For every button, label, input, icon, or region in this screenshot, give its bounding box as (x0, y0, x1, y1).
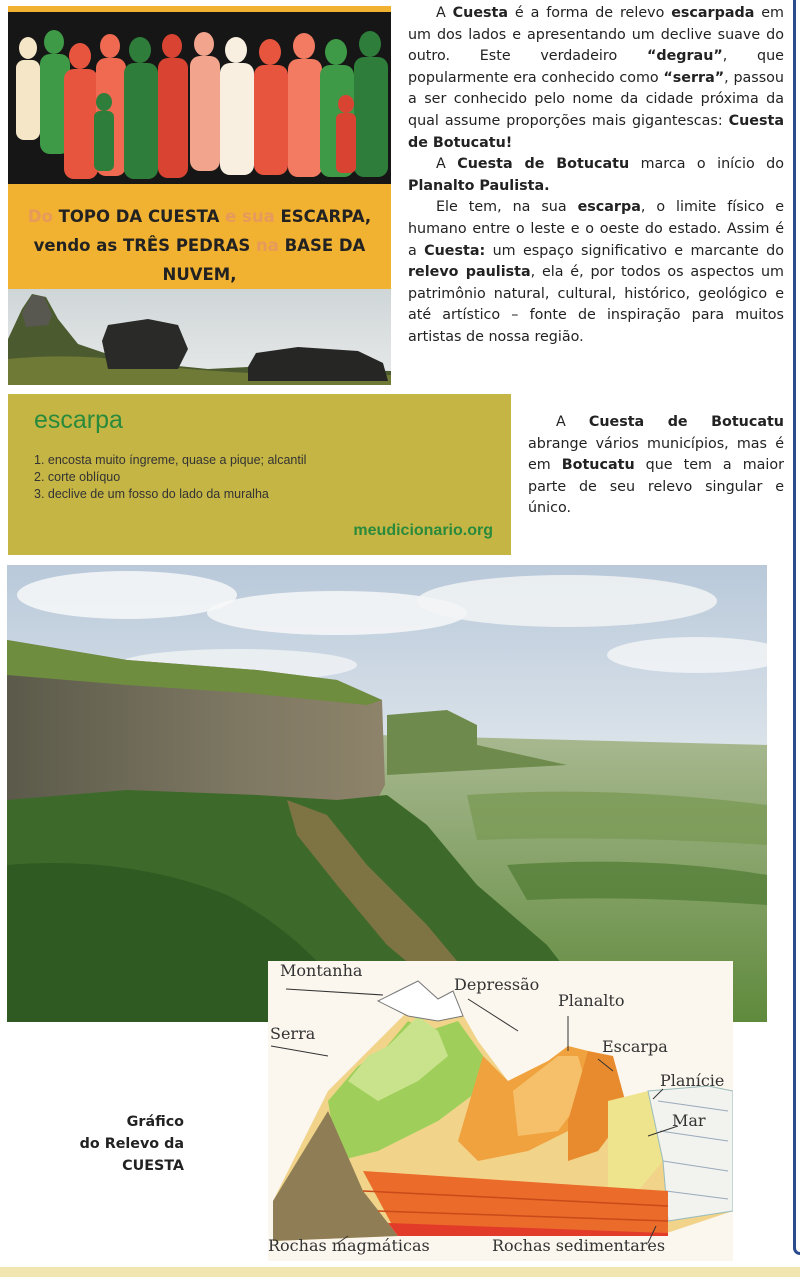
label-serra: Serra (270, 1024, 316, 1043)
emphasis-text: relevo paulista (408, 264, 531, 281)
label-planalto: Planalto (558, 991, 625, 1010)
body-text: A (436, 5, 453, 21)
caption-keyword: ESCARPA, (280, 207, 372, 226)
body-text: , que popularmente era conhecido como (408, 48, 784, 86)
intro-paragraph (408, 197, 784, 348)
relief-diagram (268, 961, 733, 1261)
body-text: abrange vários municípios, mas é em (528, 435, 784, 474)
emphasis-text: Cuesta de Botucatu (457, 156, 630, 173)
caption-line: do Relevo da (79, 1136, 184, 1152)
emphasis-text: Cuesta (452, 5, 509, 21)
caption-line: Gráfico (126, 1114, 184, 1130)
definition-item: 3. declive de um fosso do lado da muralha (34, 487, 269, 501)
body-text: , o limite físico e humano entre o leste e o oeste do estado. Assim é a (408, 199, 785, 259)
emphasis-text: “degrau” (646, 48, 723, 65)
emphasis-text: Cuesta: (424, 242, 486, 259)
bottom-strip (0, 1267, 800, 1277)
caption-keyword: TOPO DA CUESTA (58, 207, 220, 226)
emphasis-text: “serra” (663, 69, 725, 86)
label-rochas-magmaticas: Rochas magmáticas (268, 1236, 430, 1255)
side-paragraph (528, 412, 784, 520)
body-text: A (556, 414, 589, 430)
emphasis-text: Botucatu (561, 457, 635, 474)
label-montanha: Montanha (280, 961, 363, 980)
diagram-caption (60, 1111, 184, 1177)
body-text: é a forma de relevo (508, 5, 672, 21)
body-text: Ele tem, na sua (436, 199, 578, 216)
caption-keyword: vendo as (33, 236, 123, 255)
label-escarpa: Escarpa (602, 1037, 668, 1056)
dictionary-source: meudicionario.org (353, 522, 493, 539)
body-text: um espaço significativo e marcante do (485, 242, 785, 259)
caption-connector: na (250, 236, 285, 255)
definition-item: 2. corte oblíquo (34, 470, 121, 484)
intro-paragraph (408, 3, 784, 154)
emphasis-text: Cuesta de Botucatu! (408, 112, 784, 151)
label-rochas-sedimentares: Rochas sedimentares (492, 1236, 666, 1255)
relief-block-illustration (268, 961, 733, 1261)
intro-paragraph (408, 154, 784, 197)
label-depressao: Depressão (454, 975, 540, 994)
caption-keyword: TRÊS PEDRAS (122, 236, 251, 255)
poster-caption (8, 202, 391, 289)
emphasis-text: Planalto Paulista. (408, 177, 550, 194)
page-frame-rule (793, 0, 800, 1255)
cuesta-poster (8, 6, 391, 385)
body-text: marca o início do (629, 156, 784, 173)
emphasis-text: escarpa (577, 199, 641, 216)
caption-connector: e sua (219, 207, 281, 226)
crowd-silhouettes-image (8, 6, 391, 184)
emphasis-text: Cuesta de Botucatu (588, 414, 784, 430)
cuesta-landscape-photo (7, 565, 767, 1022)
dictionary-word: escarpa (34, 406, 123, 434)
label-planicie: Planície (660, 1071, 725, 1090)
definition-list (34, 452, 306, 503)
label-mar: Mar (672, 1111, 706, 1130)
body-text: , ela é, por todos os aspectos um patrimônio natural, cultural, histórico, geológico e até artístico – fonte de inspiração para muitos artistas de nossa região. (408, 264, 784, 345)
poster-top-band (8, 6, 391, 12)
caption-keyword: BASE DA (284, 236, 366, 255)
caption-connector: Do (27, 207, 59, 226)
body-text: que tem a maior parte de seu relevo singular e único. (528, 457, 784, 517)
dictionary-card (8, 394, 511, 555)
side-text (528, 412, 784, 520)
body-text: em um dos lados e apresentando um declive suave do outro. Este verdadeiro (408, 5, 784, 65)
body-text: A (436, 156, 458, 173)
three-stones-photo (8, 289, 391, 385)
caption-line: CUESTA (122, 1158, 184, 1174)
caption-keyword: NUVEM, (162, 265, 237, 284)
intro-text (408, 3, 784, 349)
definition-item: 1. encosta muito íngreme, quase a pique; alcantil (34, 453, 307, 467)
emphasis-text: escarpada (671, 5, 755, 21)
body-text: , passou a ser conhecido pelo nome da cidade próxima da qual assume proporções mais gigantescas: (408, 69, 784, 129)
